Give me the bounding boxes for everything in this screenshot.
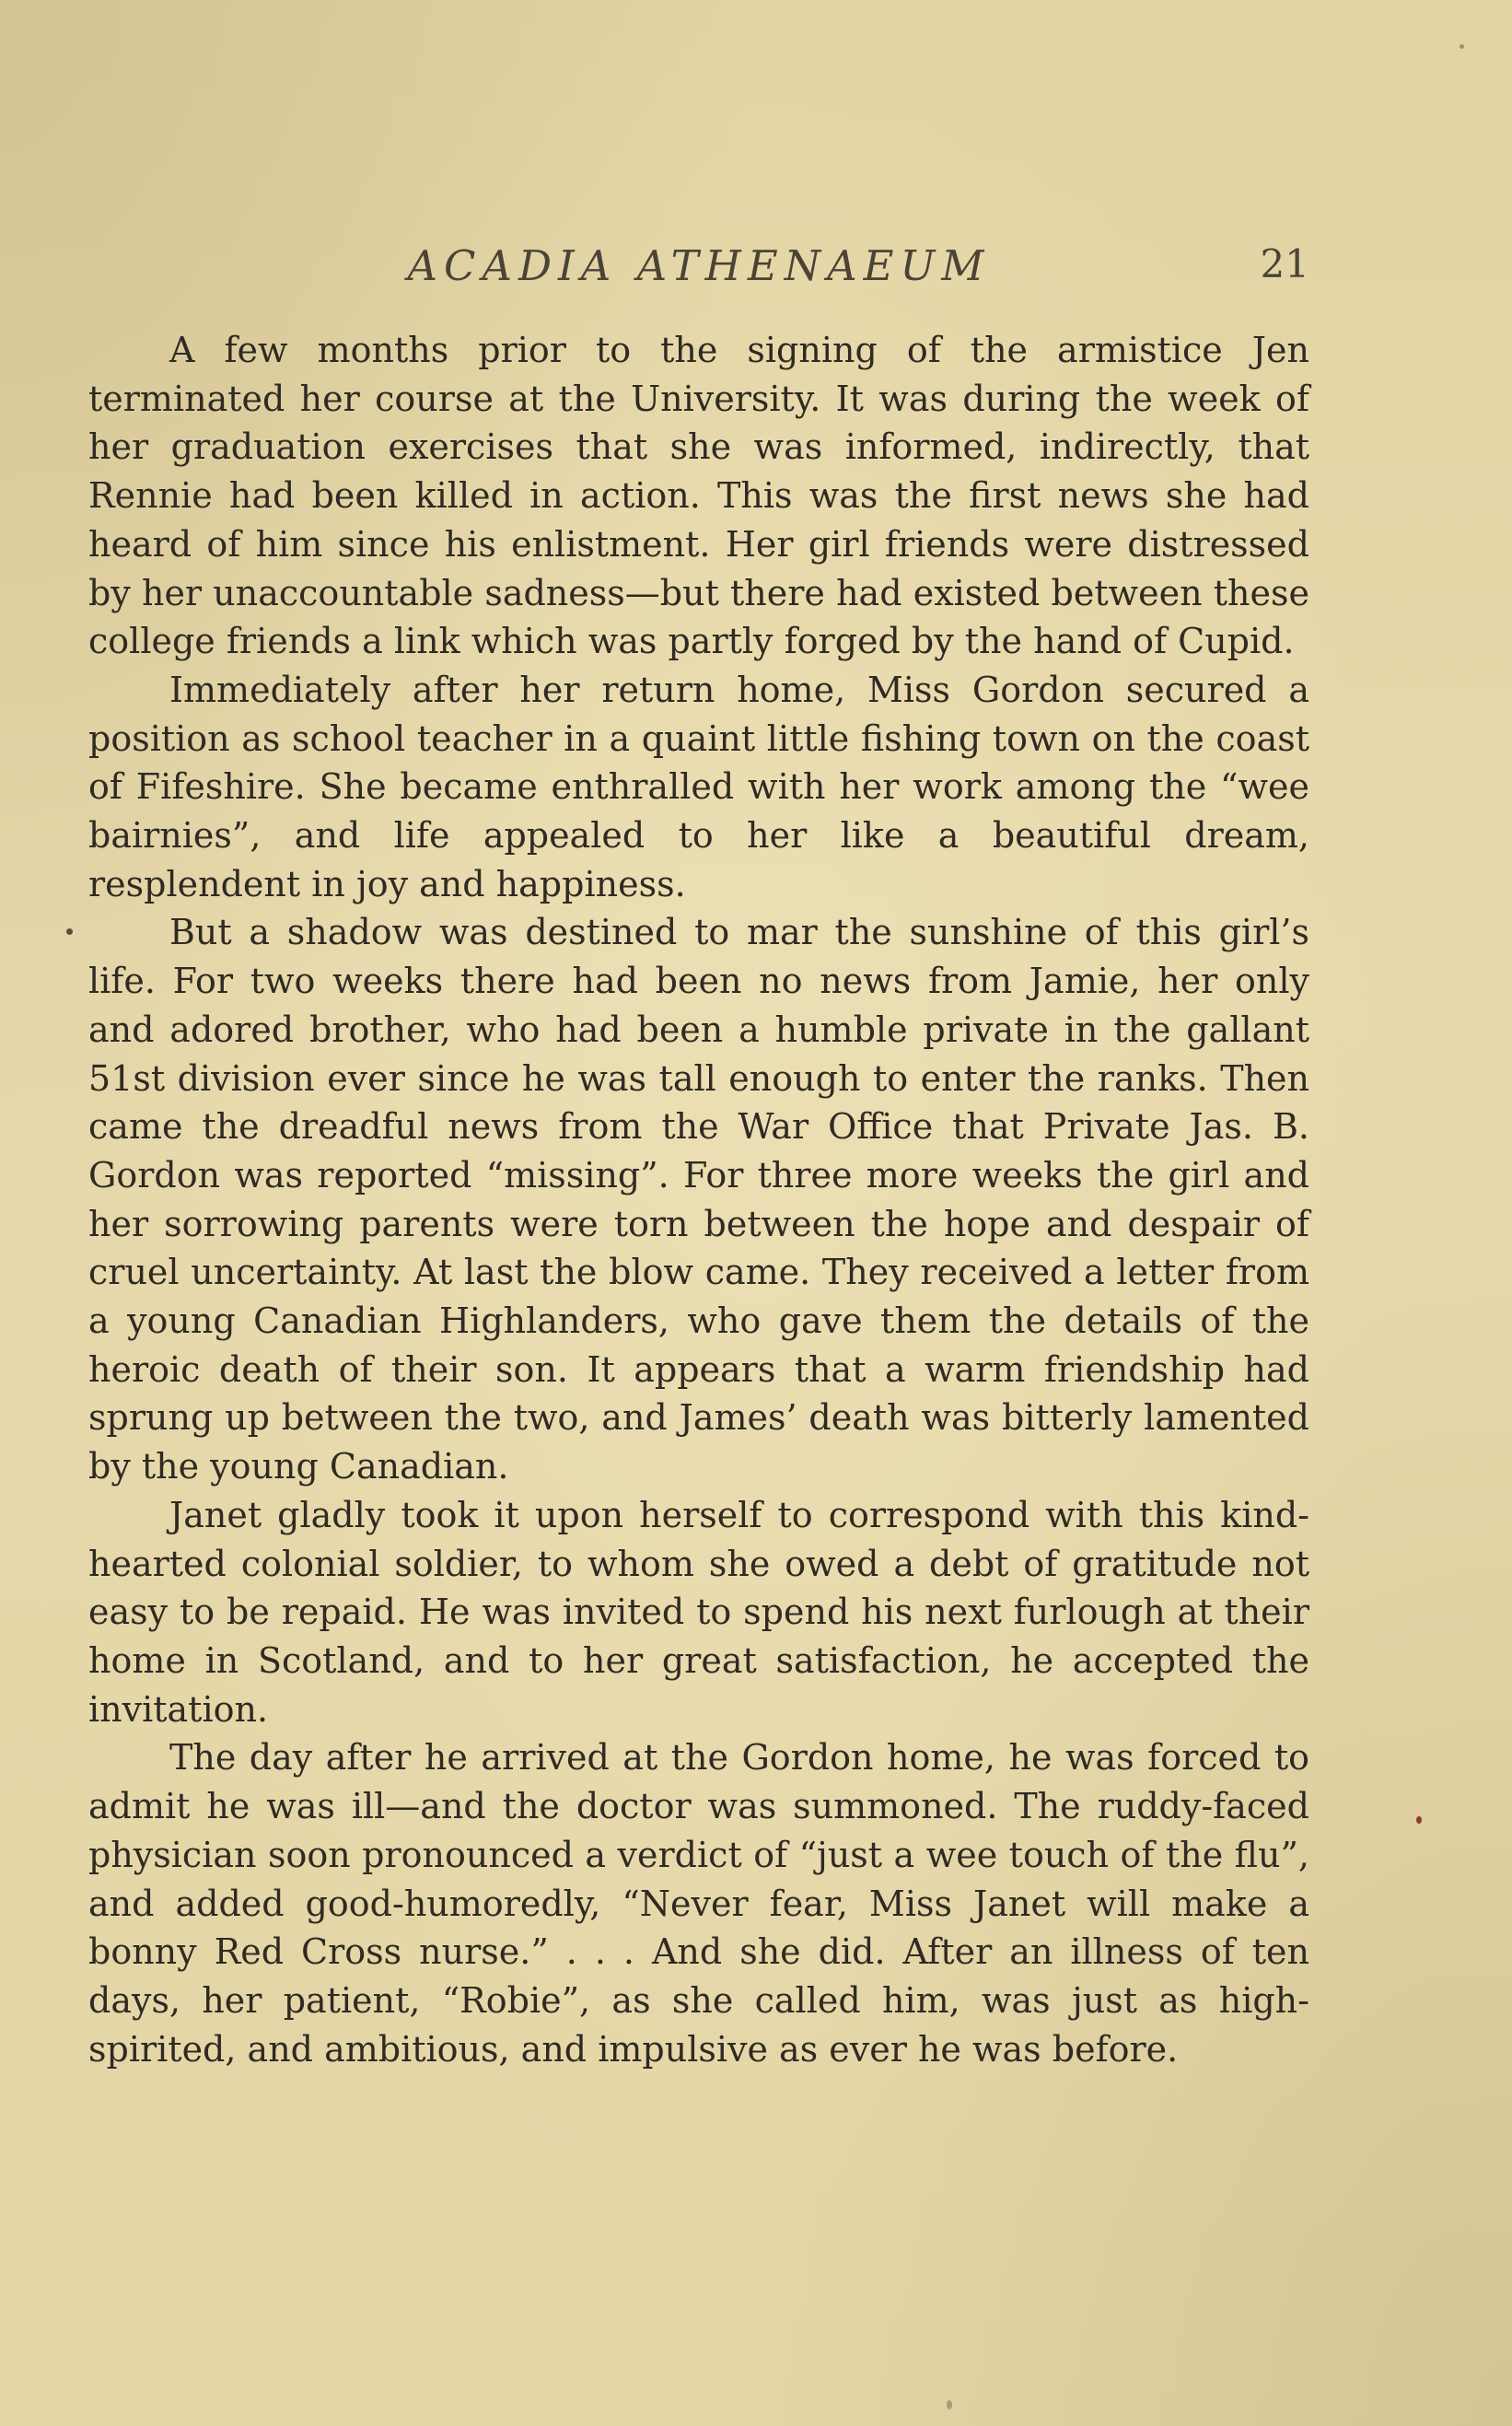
page-number: 21 bbox=[1260, 241, 1309, 286]
paragraph-correspondence: Janet gladly took it upon herself to correspond with this kind-hearted colonial soldier, to whom she owed a debt of gratitude not easy to be repaid. He was invited to spend his next furlough at their home in Scotland, and to her great satisfaction, he accepted the invitation. bbox=[88, 1494, 1309, 1730]
running-title: ACADIA ATHENAEUM bbox=[407, 241, 991, 290]
ink-speck bbox=[1416, 1816, 1422, 1824]
ink-speck bbox=[947, 2400, 952, 2409]
page-header bbox=[88, 241, 1309, 297]
paragraph-armistice: A few months prior to the signing of the armistice Jen terminated her course at the University. It was during the week of her graduation exercises that she was informed, indirectly, that Rennie had been killed in action. This was the first news she had heard of him since his enlistment. Her girl friends were distressed by her unaccountable sadness—but there had existed between these college friends a link which was partly forged by the hand of Cupid. bbox=[88, 330, 1309, 662]
paragraph-fifeshire: Immediately after her return home, Miss Gordon secured a position as school teacher in a quaint little fishing town on the coast of Fifeshire. She became enthralled with her work among the “wee bairnies”, and life appealed to her like a beautiful dream, resplendent in joy and happiness. bbox=[88, 669, 1309, 904]
body-text bbox=[88, 326, 1309, 2073]
ink-speck bbox=[1460, 44, 1464, 49]
paragraph-illness: The day after he arrived at the Gordon home, he was forced to admit he was ill—and the doctor was summoned. The ruddy-faced physician soon pronounced a verdict of “just a wee touch of the flu”, and added good-humoredly, “Never fear, Miss Janet will make a bonny Red Cross nurse.” . . . And she did. After an illness of ten days, her patient, “Robie”, as she called him, was just as highspirited, and ambitious, and impulsive as ever he was before. bbox=[88, 1737, 1309, 2070]
ink-speck bbox=[66, 928, 73, 935]
paragraph-shadow: But a shadow was destined to mar the sunshine of this girl’s life. For two weeks there had been no news from Jamie, her only and adored brother, who had been a humble private in the gallant 51st division ever since he was tall enough to enter the ranks. Then came the dreadful news from the War Office that Private Jas. B. Gordon was reported “missing”. For three more weeks the girl and her sorrowing parents were torn between the hope and despair of cruel uncertainty. At last the blow came. They received a letter from a young Canadian Highlanders, who gave them the details of the heroic death of their son. It appears that a warm friendship had sprung up between the two, and James’ death was bitterly lamented by the young Canadian. bbox=[88, 912, 1309, 1487]
